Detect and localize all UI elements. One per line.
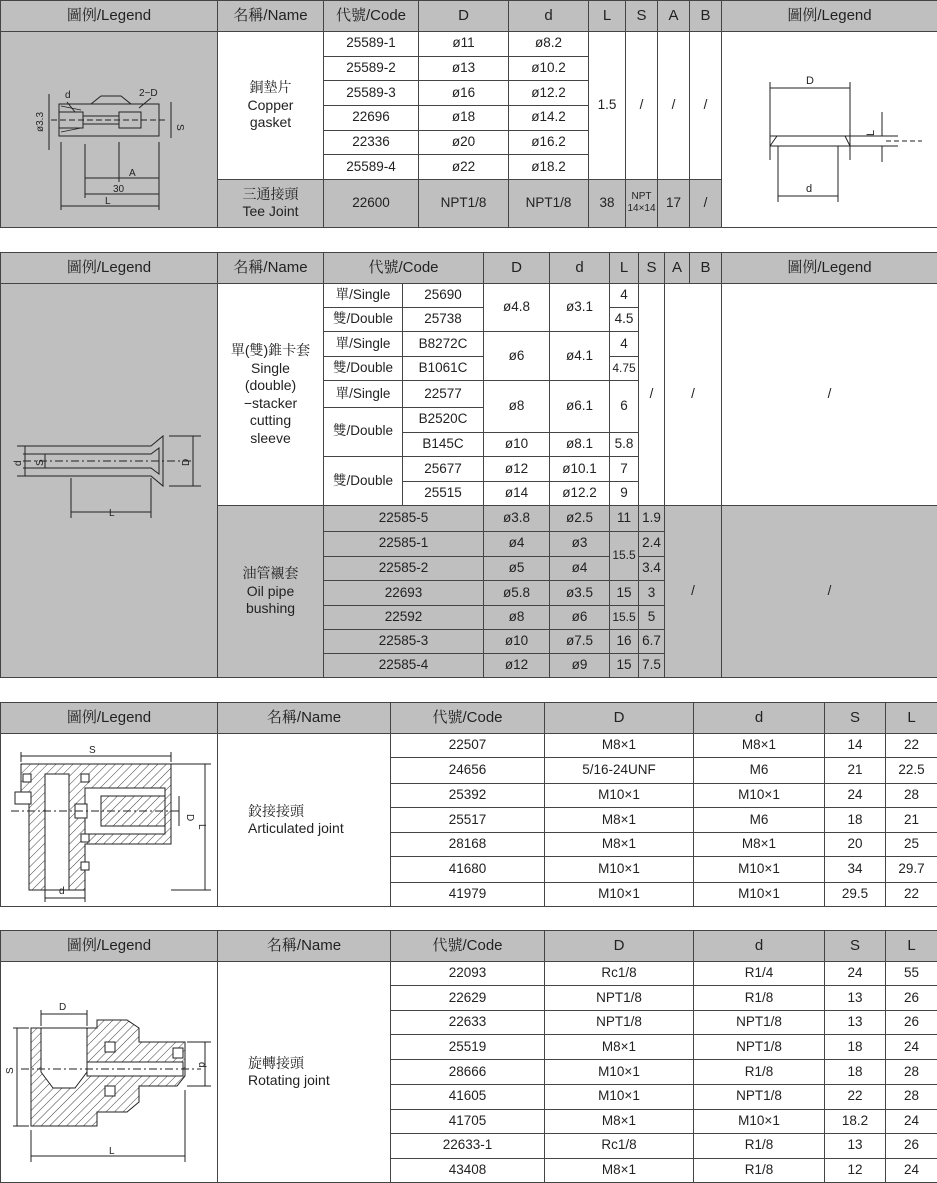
- header-S: S: [626, 1, 658, 32]
- fig-label-30: 30: [113, 184, 125, 195]
- cell-D: 5/16-24UNF: [545, 758, 694, 783]
- cell-S: /: [626, 32, 658, 180]
- cell-L: 25: [886, 833, 937, 857]
- header-L: L: [589, 1, 626, 32]
- cell-d: ø6.1: [550, 381, 610, 433]
- cell-L: 26: [886, 986, 937, 1011]
- cell-S: 18.2: [825, 1109, 886, 1133]
- cell-code: 22577: [403, 381, 484, 407]
- cell-D: NPT1/8: [545, 986, 694, 1011]
- cell-d: M8×1: [694, 734, 825, 758]
- cell-D: ø18: [419, 105, 509, 130]
- cell-code: 22600: [324, 179, 419, 227]
- cell-d: M10×1: [694, 1109, 825, 1133]
- cell-S: 5: [639, 606, 665, 630]
- cell-code: 41605: [391, 1084, 545, 1109]
- cell-B: /: [690, 32, 722, 180]
- cell-d: NPT1/8: [694, 1035, 825, 1060]
- cell-D: ø5: [484, 557, 550, 581]
- cell-d: R1/8: [694, 1133, 825, 1158]
- name-articulated-joint: 鉸接接頭 Articulated joint: [218, 734, 391, 907]
- table-rotating-joint: [0, 930, 937, 1183]
- fig-label-L: L: [105, 196, 111, 207]
- cell-D: M8×1: [545, 1109, 694, 1133]
- cell-d: ø8.2: [509, 32, 589, 57]
- articulated-drawing: [1, 734, 217, 906]
- cell-L: 4.75: [610, 357, 639, 381]
- cell-L: 38: [589, 179, 626, 227]
- cell-S: 14: [825, 734, 886, 758]
- cell-L: 4.5: [610, 308, 639, 332]
- fig-label-D: D: [59, 1002, 67, 1013]
- cell-S: 6.7: [639, 630, 665, 654]
- header-D: D: [484, 253, 550, 284]
- cell-d: ø7.5: [550, 630, 610, 654]
- cell-type: 單/Single: [324, 381, 403, 407]
- cell-d: R1/8: [694, 1060, 825, 1084]
- cell-L: 28: [886, 1060, 937, 1084]
- cell-L: 26: [886, 1011, 937, 1035]
- cell-code: 22592: [324, 606, 484, 630]
- cell-d: NPT1/8: [509, 179, 589, 227]
- cell-D: M8×1: [545, 833, 694, 857]
- cell-d: ø12.2: [550, 482, 610, 506]
- cell-S: 3: [639, 581, 665, 606]
- cell-A: /: [665, 506, 722, 678]
- cell-code: 41979: [391, 882, 545, 906]
- cell-code: 41680: [391, 857, 545, 882]
- table-sleeve-bushing: [0, 252, 937, 678]
- cell-code: 25517: [391, 807, 545, 832]
- cell-D: ø12: [484, 654, 550, 678]
- cell-L: 24: [886, 1035, 937, 1060]
- fig-label-d: d: [13, 460, 24, 466]
- header-d: d: [550, 253, 610, 284]
- header-code: 代號/Code: [324, 253, 484, 284]
- cell-D: M8×1: [545, 1035, 694, 1060]
- cell-d: ø18.2: [509, 155, 589, 180]
- cell-code: 28168: [391, 833, 545, 857]
- fig-label-A: A: [129, 168, 136, 179]
- cell-L: 15.5: [610, 606, 639, 630]
- cell-d: NPT1/8: [694, 1084, 825, 1109]
- fig-label-L: L: [196, 824, 207, 830]
- cell-S: NPT 14×14: [626, 179, 658, 227]
- header-code: 代號/Code: [391, 931, 545, 962]
- name-copper-gasket: 銅墊片 Copper gasket: [218, 32, 324, 180]
- cell-d: ø3.5: [550, 581, 610, 606]
- cell-L: 22: [886, 882, 937, 906]
- cell-code: 43408: [391, 1158, 545, 1182]
- header-name: 名稱/Name: [218, 1, 324, 32]
- cell-L: 28: [886, 783, 937, 807]
- cell-d: ø3.1: [550, 284, 610, 332]
- header-S: S: [825, 703, 886, 734]
- cell-L: 21: [886, 807, 937, 832]
- cell-code: 25677: [403, 456, 484, 481]
- cell-S: 29.5: [825, 882, 886, 906]
- cell-type: 雙/Double: [324, 407, 403, 456]
- cell-A: /: [658, 32, 690, 180]
- cell-D: ø10: [484, 432, 550, 456]
- cell-type: 雙/Double: [324, 357, 403, 381]
- cell-D: ø20: [419, 130, 509, 155]
- fig-label-D: D: [184, 814, 195, 822]
- cell-D: NPT1/8: [419, 179, 509, 227]
- fig-label-2D: 2−D: [139, 88, 158, 99]
- header-D: D: [545, 931, 694, 962]
- header-A: A: [658, 1, 690, 32]
- name-rotating-joint: 旋轉接頭 Rotating joint: [218, 962, 391, 1183]
- cell-d: ø9: [550, 654, 610, 678]
- cell-D: M10×1: [545, 882, 694, 906]
- sleeve-drawing: [1, 284, 217, 677]
- cell-S: /: [639, 284, 665, 506]
- cell-L: 4: [610, 332, 639, 357]
- legend-drawing-gasket: [722, 32, 937, 228]
- legend-drawing-rotating: [1, 962, 218, 1183]
- cell-code: 22693: [324, 581, 484, 606]
- cell-D: M10×1: [545, 1060, 694, 1084]
- cell-B: /: [722, 506, 937, 678]
- cell-code: 25589-2: [324, 56, 419, 81]
- header-legend: 圖例/Legend: [1, 931, 218, 962]
- cell-L: 4: [610, 284, 639, 308]
- cell-d: M6: [694, 758, 825, 783]
- cell-d: ø8.1: [550, 432, 610, 456]
- cell-D: ø22: [419, 155, 509, 180]
- cell-L: 6: [610, 381, 639, 433]
- cell-D: ø14: [484, 482, 550, 506]
- header-A: A: [665, 253, 690, 284]
- cell-L: 5.8: [610, 432, 639, 456]
- fig-label-D: D: [806, 75, 814, 87]
- cell-code: 22585-1: [324, 531, 484, 556]
- cell-S: 13: [825, 1133, 886, 1158]
- header-S: S: [639, 253, 665, 284]
- cell-S: 21: [825, 758, 886, 783]
- cell-d: M10×1: [694, 857, 825, 882]
- header-d: d: [694, 931, 825, 962]
- fig-label-S: S: [89, 745, 96, 756]
- header-legend-right: 圖例/Legend: [722, 1, 937, 32]
- cell-d: ø14.2: [509, 105, 589, 130]
- cell-D: M10×1: [545, 857, 694, 882]
- legend-drawing-articulated: [1, 734, 218, 907]
- cell-d: R1/8: [694, 1158, 825, 1182]
- cell-code: 25690: [403, 284, 484, 308]
- cell-D: ø8: [484, 381, 550, 433]
- cell-d: M10×1: [694, 783, 825, 807]
- header-L: L: [610, 253, 639, 284]
- fig-label-S: S: [35, 459, 46, 466]
- cell-L: 55: [886, 962, 937, 986]
- cell-S: 18: [825, 807, 886, 832]
- cell-d: ø10.1: [550, 456, 610, 481]
- table-4: [0, 930, 937, 1183]
- cell-L: 7: [610, 456, 639, 481]
- cell-S: 18: [825, 1035, 886, 1060]
- cell-D: NPT1/8: [545, 1011, 694, 1035]
- cell-d: ø2.5: [550, 506, 610, 531]
- fig-label-S: S: [174, 124, 185, 131]
- header-code: 代號/Code: [324, 1, 419, 32]
- cell-L: 28: [886, 1084, 937, 1109]
- cell-d: R1/4: [694, 962, 825, 986]
- cell-D: M8×1: [545, 1158, 694, 1182]
- header-B: B: [690, 1, 722, 32]
- cell-code: B8272C: [403, 332, 484, 357]
- cell-d: ø12.2: [509, 81, 589, 106]
- cell-d: R1/8: [694, 986, 825, 1011]
- cell-D: ø4: [484, 531, 550, 556]
- cell-S: 12: [825, 1158, 886, 1182]
- cell-S: 13: [825, 986, 886, 1011]
- cell-type: 雙/Double: [324, 456, 403, 505]
- name-tee-joint: 三通接頭 Tee Joint: [218, 179, 324, 227]
- cell-type: 單/Single: [324, 332, 403, 357]
- cell-L: 15.5: [610, 531, 639, 580]
- cell-code: B1061C: [403, 357, 484, 381]
- cell-A: 17: [658, 179, 690, 227]
- fig-label-S: S: [5, 1067, 16, 1074]
- cell-code: 22585-4: [324, 654, 484, 678]
- cell-code: 25392: [391, 783, 545, 807]
- tee-drawing: [1, 32, 217, 227]
- cell-L: 15: [610, 654, 639, 678]
- header-d: d: [694, 703, 825, 734]
- cell-code: 25589-1: [324, 32, 419, 57]
- header-name: 名稱/Name: [218, 931, 391, 962]
- header-legend: 圖例/Legend: [1, 703, 218, 734]
- header-legend: 圖例/Legend: [1, 1, 218, 32]
- cell-type: 雙/Double: [324, 308, 403, 332]
- cell-D: ø11: [419, 32, 509, 57]
- fig-label-d: d: [65, 90, 71, 101]
- cell-D: M10×1: [545, 783, 694, 807]
- cell-S: 2.4: [639, 531, 665, 556]
- cell-S: 18: [825, 1060, 886, 1084]
- cell-d: ø6: [550, 606, 610, 630]
- cell-code: 25589-4: [324, 155, 419, 180]
- cell-d: NPT1/8: [694, 1011, 825, 1035]
- cell-S: 1.9: [639, 506, 665, 531]
- cell-L: 15: [610, 581, 639, 606]
- header-D: D: [419, 1, 509, 32]
- header-legend: 圖例/Legend: [1, 253, 218, 284]
- header-B: B: [690, 253, 722, 284]
- cell-code: 22336: [324, 130, 419, 155]
- cell-code: 25519: [391, 1035, 545, 1060]
- cell-d: M6: [694, 807, 825, 832]
- table-3: [0, 702, 937, 907]
- cell-D: ø16: [419, 81, 509, 106]
- cell-d: ø4.1: [550, 332, 610, 381]
- cell-A: /: [665, 284, 722, 506]
- legend-drawing-sleeve: [1, 284, 218, 678]
- cell-D: M8×1: [545, 807, 694, 832]
- cell-D: M10×1: [545, 1084, 694, 1109]
- table-gasket-tee: [0, 0, 937, 228]
- cell-D: ø4.8: [484, 284, 550, 332]
- cell-d: ø4: [550, 557, 610, 581]
- cell-L: 9: [610, 482, 639, 506]
- cell-D: M8×1: [545, 734, 694, 758]
- legend-drawing-tee: [1, 32, 218, 228]
- cell-code: 24656: [391, 758, 545, 783]
- fig-label-d: d: [196, 1062, 207, 1068]
- header-code: 代號/Code: [391, 703, 545, 734]
- cell-type: 單/Single: [324, 284, 403, 308]
- gasket-drawing: [722, 32, 937, 227]
- header-d: d: [509, 1, 589, 32]
- cell-d: ø3: [550, 531, 610, 556]
- cell-D: Rc1/8: [545, 1133, 694, 1158]
- cell-S: 24: [825, 783, 886, 807]
- cell-L: 16: [610, 630, 639, 654]
- cell-code: 22507: [391, 734, 545, 758]
- cell-S: 3.4: [639, 557, 665, 581]
- cell-d: M8×1: [694, 833, 825, 857]
- cell-code: 25589-3: [324, 81, 419, 106]
- name-oil-pipe-bushing: 油管襯套 Oil pipe bushing: [218, 506, 324, 678]
- fig-label-d33: ø3.3: [35, 111, 46, 132]
- cell-S: 24: [825, 962, 886, 986]
- cell-L: 26: [886, 1133, 937, 1158]
- cell-code: 22093: [391, 962, 545, 986]
- header-name: 名稱/Name: [218, 703, 391, 734]
- cell-code: 22629: [391, 986, 545, 1011]
- fig-label-L: L: [109, 508, 115, 519]
- header-name: 名稱/Name: [218, 253, 324, 284]
- cell-D: ø3.8: [484, 506, 550, 531]
- cell-code: 41705: [391, 1109, 545, 1133]
- cell-code: 22696: [324, 105, 419, 130]
- cell-S: 13: [825, 1011, 886, 1035]
- cell-S: 22: [825, 1084, 886, 1109]
- cell-d: ø16.2: [509, 130, 589, 155]
- cell-L: 24: [886, 1158, 937, 1182]
- cell-L: 29.7: [886, 857, 937, 882]
- table-articulated-joint: [0, 702, 937, 906]
- cell-D: Rc1/8: [545, 962, 694, 986]
- fig-label-d: d: [806, 183, 813, 195]
- cell-D: ø12: [484, 456, 550, 481]
- cell-code: 22585-5: [324, 506, 484, 531]
- fig-label-L: L: [865, 129, 877, 136]
- fig-label-D: D: [181, 458, 192, 466]
- cell-S: 20: [825, 833, 886, 857]
- header-L: L: [886, 703, 937, 734]
- cell-L: 24: [886, 1109, 937, 1133]
- cell-S: 34: [825, 857, 886, 882]
- fig-label-d: d: [59, 886, 65, 897]
- cell-code: 22633: [391, 1011, 545, 1035]
- cell-D: ø6: [484, 332, 550, 381]
- cell-code: 28666: [391, 1060, 545, 1084]
- header-S: S: [825, 931, 886, 962]
- name-cutting-sleeve: 單(雙)錐卡套 Single (double) −stacker cutting sleeve: [218, 284, 324, 506]
- cell-L: 22: [886, 734, 937, 758]
- cell-d: M10×1: [694, 882, 825, 906]
- header-D: D: [545, 703, 694, 734]
- cell-code: 22633-1: [391, 1133, 545, 1158]
- header-legend-right: 圖例/Legend: [722, 253, 937, 284]
- rotating-drawing: [1, 962, 217, 1182]
- cell-D: ø10: [484, 630, 550, 654]
- cell-code: B2520C: [403, 407, 484, 432]
- cell-code: 25738: [403, 308, 484, 332]
- cell-code: 25515: [403, 482, 484, 506]
- header-L: L: [886, 931, 937, 962]
- cell-d: ø10.2: [509, 56, 589, 81]
- cell-code: 22585-3: [324, 630, 484, 654]
- table-2: [0, 252, 937, 678]
- cell-code: B145C: [403, 432, 484, 456]
- fig-label-L: L: [109, 1146, 115, 1157]
- cell-L: 1.5: [589, 32, 626, 180]
- table-1: [0, 0, 937, 228]
- cell-D: ø13: [419, 56, 509, 81]
- cell-L: 11: [610, 506, 639, 531]
- cell-code: 22585-2: [324, 557, 484, 581]
- cell-B: /: [722, 284, 937, 506]
- cell-D: ø5.8: [484, 581, 550, 606]
- cell-D: ø8: [484, 606, 550, 630]
- cell-L: 22.5: [886, 758, 937, 783]
- cell-B: /: [690, 179, 722, 227]
- cell-S: 7.5: [639, 654, 665, 678]
